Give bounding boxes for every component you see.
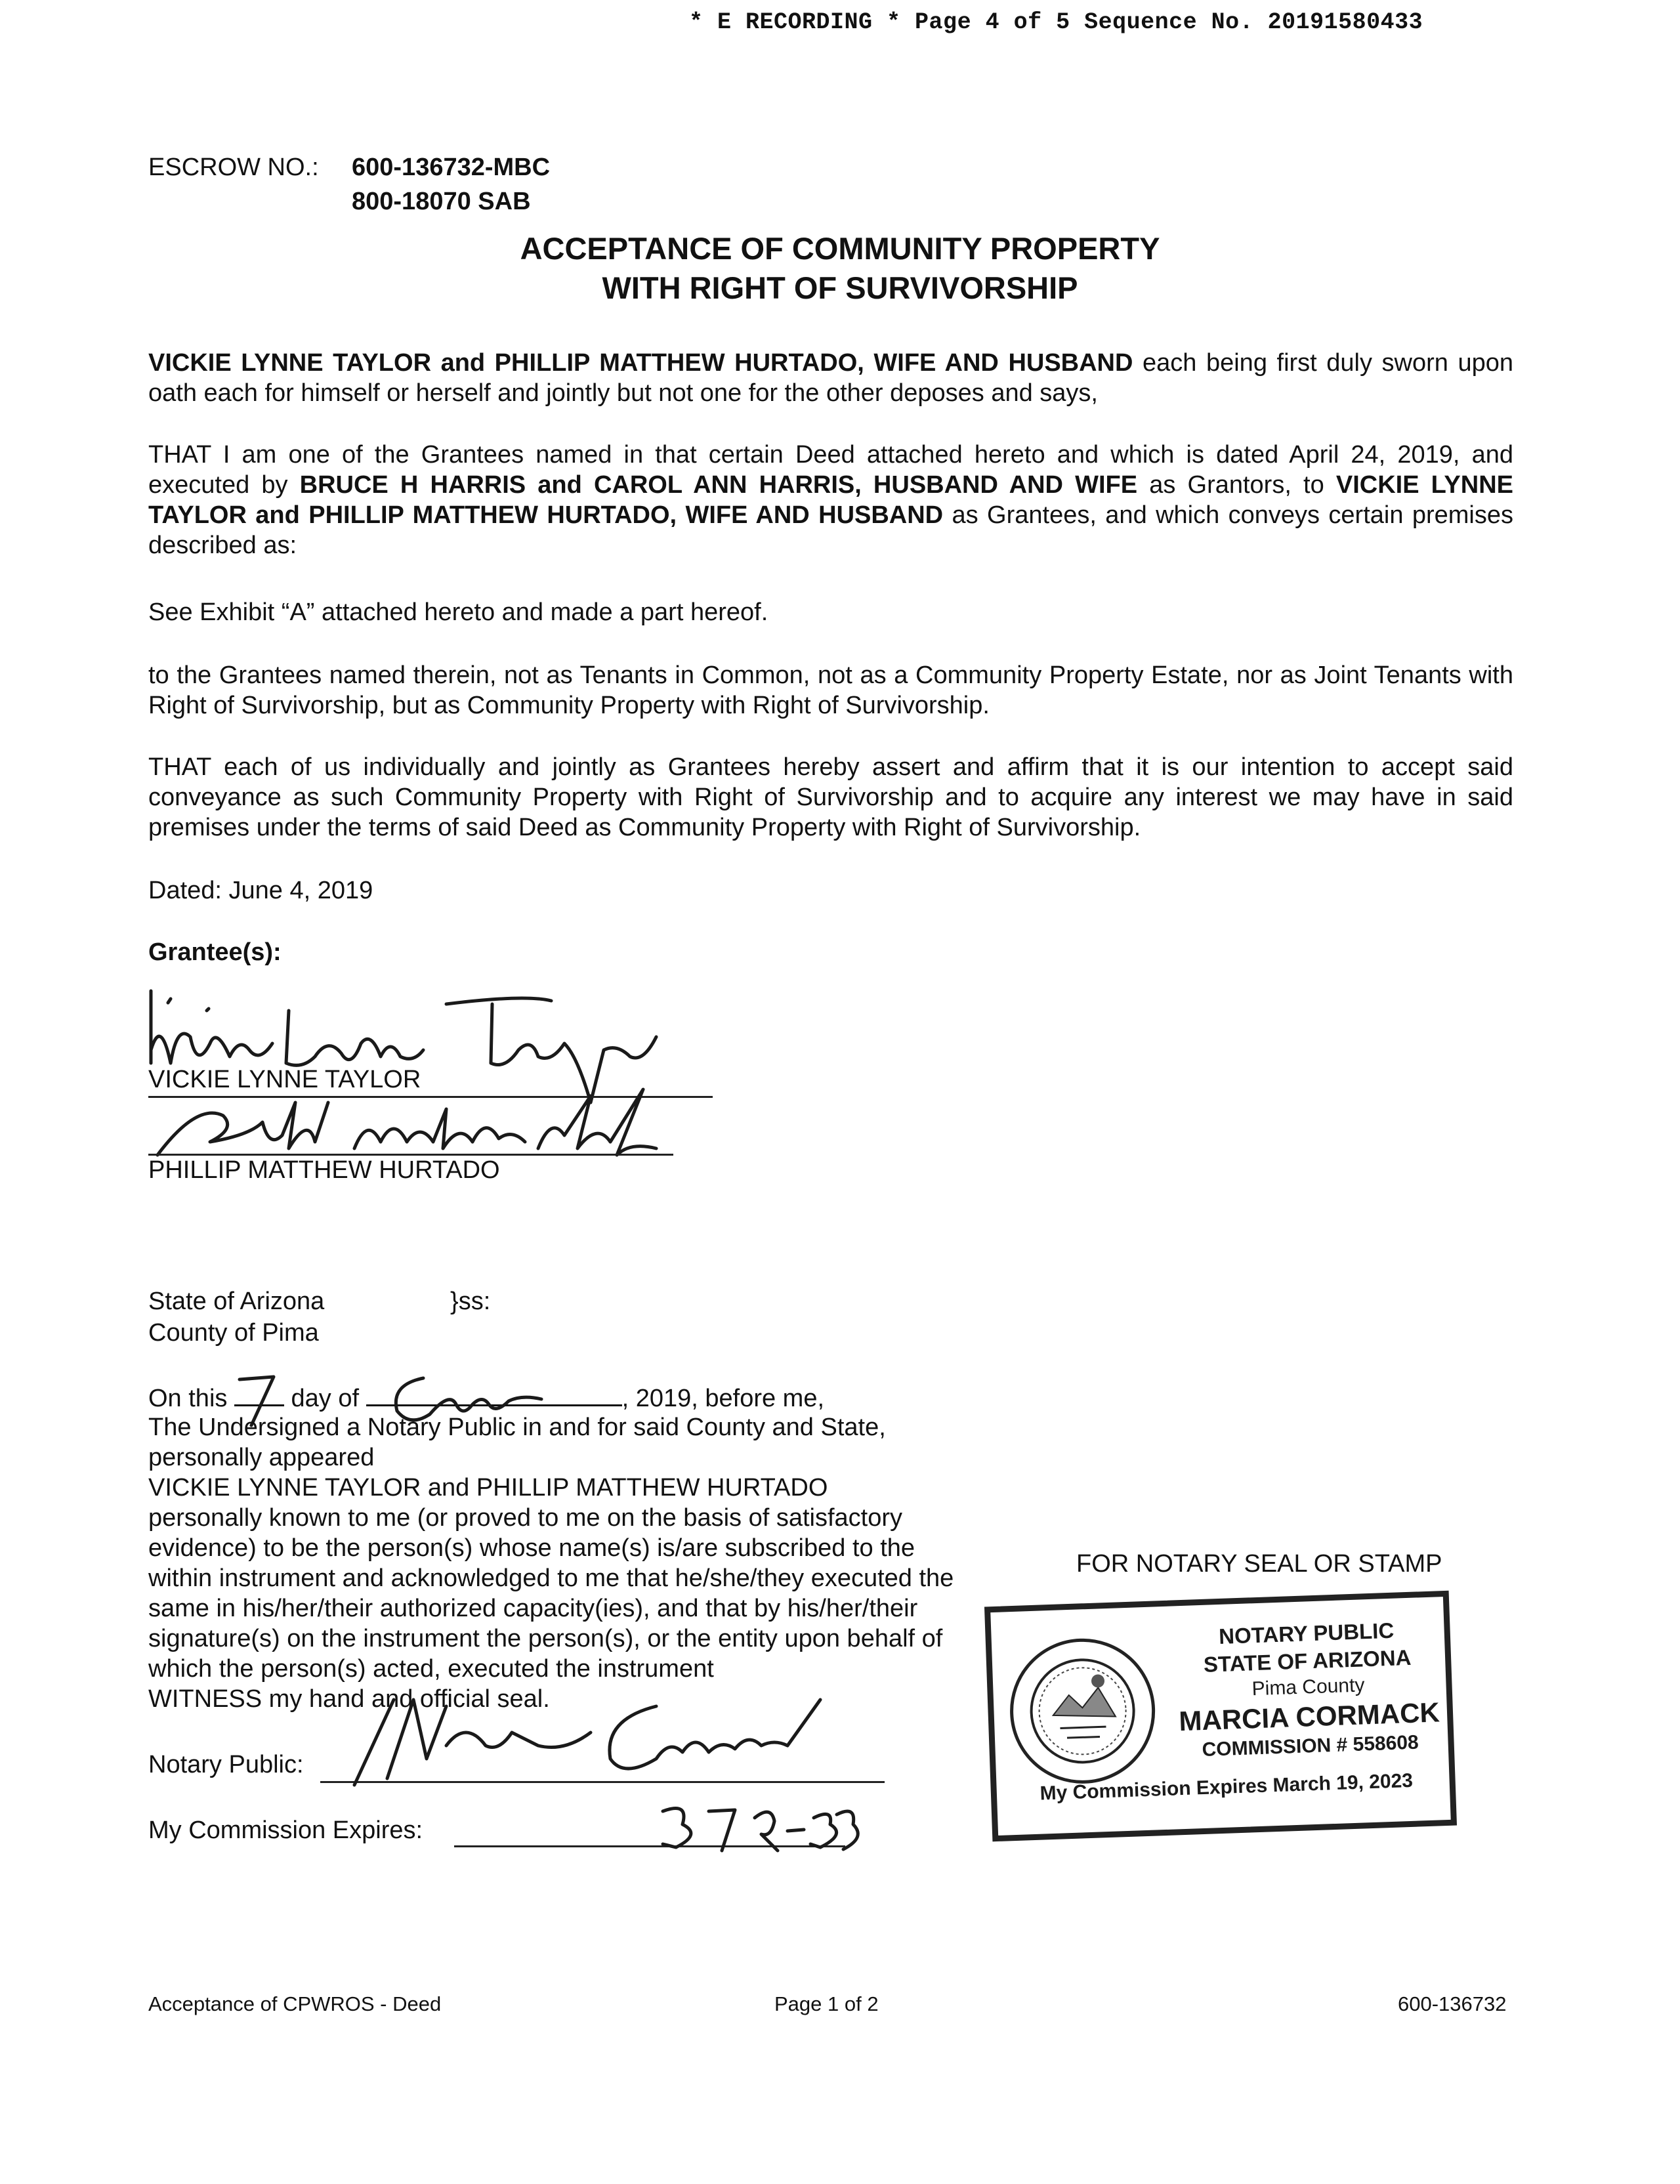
year-before-label: , 2019, before me, xyxy=(621,1385,825,1412)
footer-doc-name: Acceptance of CPWROS - Deed xyxy=(148,1992,442,2015)
escrow-label: ESCROW NO.: xyxy=(148,154,319,181)
notary-line-4: VICKIE LYNNE TAYLOR and PHILLIP MATTHEW HURTADO xyxy=(148,1474,828,1502)
document-title-line1: ACCEPTANCE OF COMMUNITY PROPERTY xyxy=(520,231,1160,266)
escrow-number-1: 600-136732-MBC xyxy=(352,154,551,181)
notary-signature xyxy=(315,1680,892,1792)
stamp-line-1: NOTARY PUBLIC xyxy=(1218,1618,1395,1649)
stamp-line-6: My Commission Expires March 19, 2023 xyxy=(1040,1769,1414,1805)
para1-text-2: as Grantors, to xyxy=(1137,471,1336,499)
escrow-number-2: 800-18070 SAB xyxy=(352,188,531,215)
grantee-name-2: PHILLIP MATTHEW HURTADO xyxy=(148,1156,500,1184)
notary-line-9: signature(s) on the instrument the person(s), or the entity upon behalf of xyxy=(148,1625,943,1652)
notary-line-6: evidence) to be the person(s) whose name(s) is/are subscribed to the xyxy=(148,1534,915,1562)
on-this-label: On this xyxy=(148,1385,228,1412)
handwritten-expiry xyxy=(656,1798,866,1857)
notary-county: County of Pima xyxy=(148,1319,319,1347)
intro-names: VICKIE LYNNE TAYLOR and PHILLIP MATTHEW HURTADO, WIFE AND HUSBAND xyxy=(148,349,1133,377)
notary-line-10: which the person(s) acted, executed the instrument xyxy=(148,1655,714,1683)
stamp-line-5: COMMISSION # 558608 xyxy=(1202,1731,1419,1761)
notary-ss: }ss: xyxy=(450,1288,491,1315)
stamp-line-3: Pima County xyxy=(1251,1674,1365,1700)
intro-text: each being first duly sworn upon oath each for himself or herself and jointly but not one for the other deposes and says, xyxy=(148,349,1514,407)
exhibit-line: See Exhibit “A” attached hereto and made a part hereof. xyxy=(148,598,768,626)
dated-line: Dated: June 4, 2019 xyxy=(148,877,373,904)
notary-line-7: within instrument and acknowledged to me that he/she/they executed the xyxy=(148,1564,954,1592)
stamp-line-4: MARCIA CORMACK xyxy=(1178,1696,1440,1737)
notary-line-2: The Undersigned a Notary Public in and for said County and State, xyxy=(148,1414,886,1441)
grantees-label: Grantee(s): xyxy=(148,938,282,966)
notary-line-3: personally appeared xyxy=(148,1444,375,1471)
grantee-paragraph xyxy=(148,440,1513,560)
notary-state: State of Arizona xyxy=(148,1288,325,1315)
stamp-line-2: STATE OF ARIZONA xyxy=(1203,1645,1412,1677)
notary-public-label: Notary Public: xyxy=(148,1751,304,1778)
day-of-label: day of xyxy=(291,1385,360,1412)
footer-escrow-number: 600-136732 xyxy=(1398,1992,1507,2015)
para1-text-3: as Grantees, and which conveys certain premises described as: xyxy=(148,501,1514,559)
grantees-names: VICKIE LYNNE TAYLOR and PHILLIP MATTHEW HURTADO, WIFE AND HUSBAND xyxy=(148,471,1513,529)
document-title-line2: WITH RIGHT OF SURVIVORSHIP xyxy=(602,270,1078,305)
arizona-seal-icon xyxy=(1005,1633,1161,1789)
para1-text-1: THAT I am one of the Grantees named in that certain Deed attached hereto and which is dated April 24, 2019, and executed by xyxy=(148,441,1513,499)
grantee-name-1: VICKIE LYNNE TAYLOR xyxy=(148,1066,421,1093)
recording-header: * E RECORDING * Page 4 of 5 Sequence No. 20191580433 xyxy=(689,9,1423,35)
notary-line-5: personally known to me (or proved to me on the basis of satisfactory xyxy=(148,1504,902,1532)
footer-page-number: Page 1 of 2 xyxy=(774,1992,879,2015)
notary-line-8: same in his/her/their authorized capacity(ies), and that by his/her/their xyxy=(148,1595,918,1622)
notary-line-11: WITNESS my hand and official seal. xyxy=(148,1685,550,1713)
seal-caption: FOR NOTARY SEAL OR STAMP xyxy=(1076,1550,1442,1578)
tenancy-paragraph: to the Grantees named therein, not as Tenants in Common, not as a Community Property Estate, nor as Joint Tenants with Right of Survivorship, but as Community Property with Right of Survivorship. xyxy=(148,662,1513,719)
grantors-names: BRUCE H HARRIS and CAROL ANN HARRIS, HUSBAND AND WIFE xyxy=(299,471,1138,499)
intro-paragraph xyxy=(148,348,1513,408)
affirmation-paragraph: THAT each of us individually and jointly as Grantees hereby assert and affirm that it is our intention to accept said conveyance as such Community Property with Right of Survivorship and to acquire any interest we may have in said premises under the terms of said Deed as Community Property with Right of Survivorship. xyxy=(148,753,1513,841)
notary-stamp xyxy=(984,1591,1457,1841)
commission-expires-label: My Commission Expires: xyxy=(148,1816,423,1844)
